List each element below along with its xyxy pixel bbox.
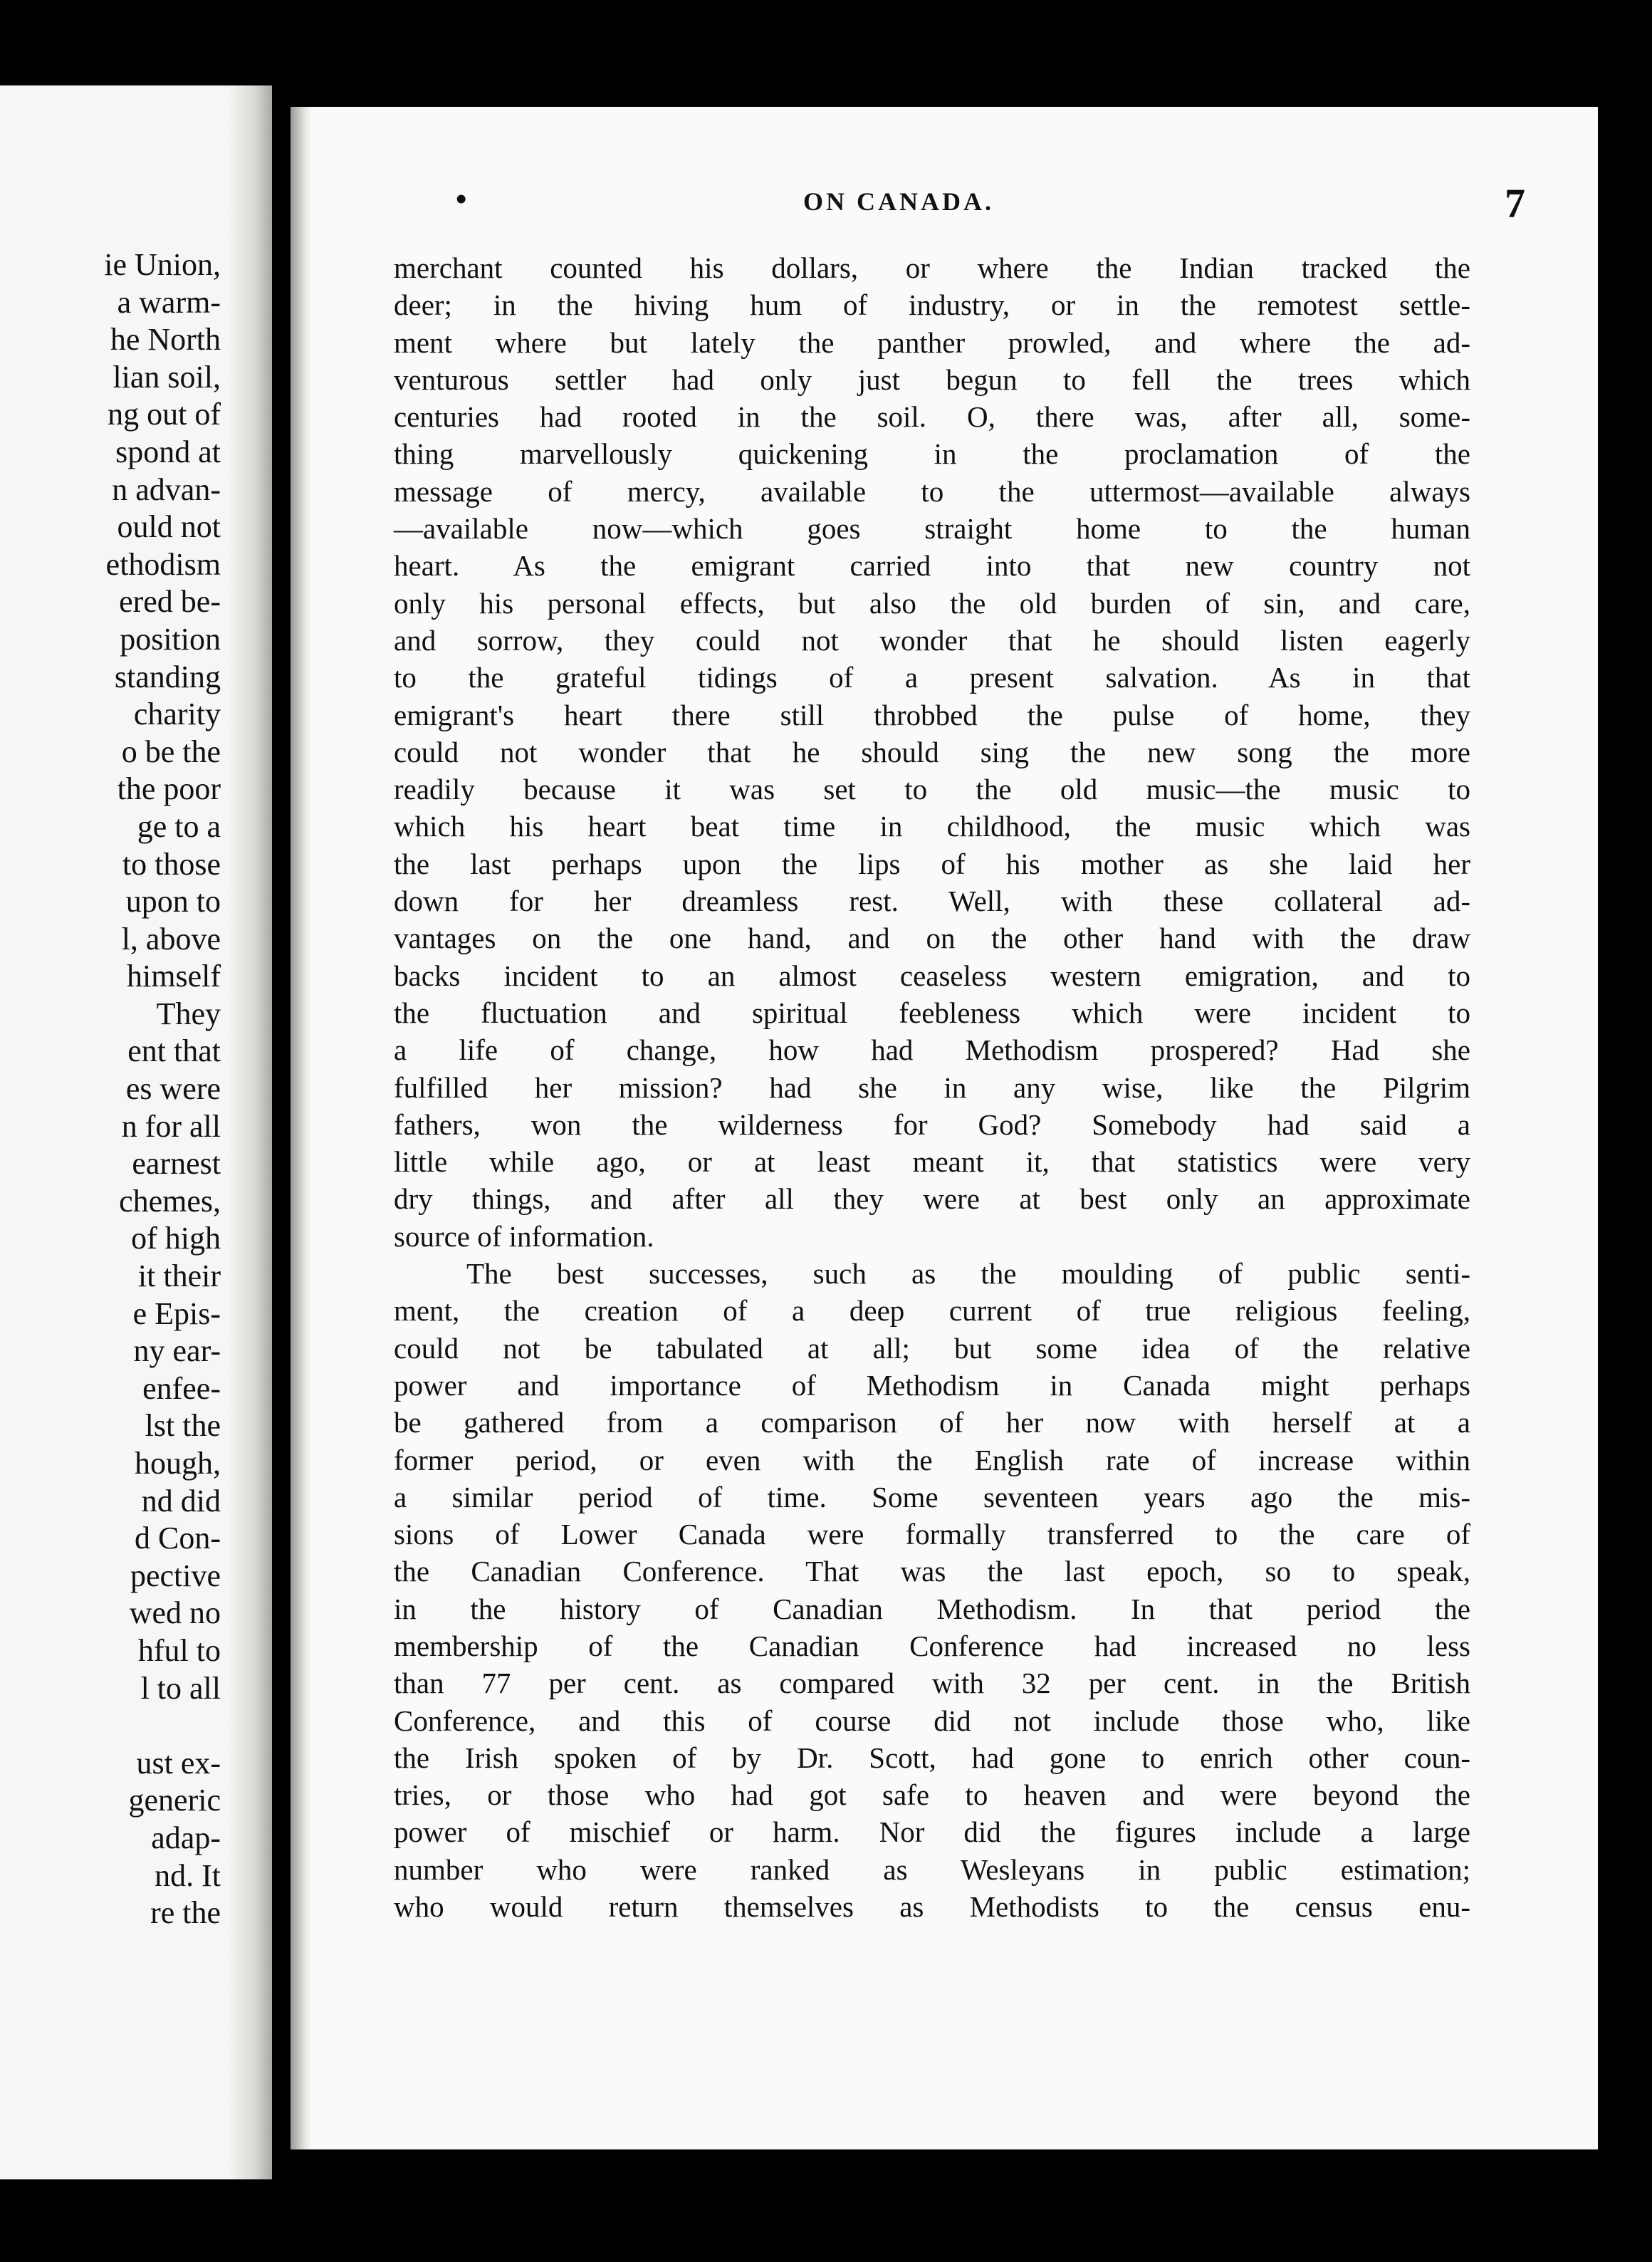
left-page-line: standing bbox=[114, 659, 221, 694]
text-line: vantages on the one hand, and on the other hand with the draw bbox=[394, 922, 1470, 955]
text-line: merchant counted his dollars, or where the Indian tracked the bbox=[394, 251, 1470, 284]
text-line: the last perhaps upon the lips of his mother as she laid her bbox=[394, 847, 1470, 880]
left-page-line: pective bbox=[130, 1558, 221, 1593]
right-page-binding-edge bbox=[291, 107, 312, 2149]
left-page-line: ould not bbox=[117, 509, 221, 545]
text-line: a similar period of time. Some seventeen years ago the mis- bbox=[394, 1480, 1470, 1513]
text-line: heart. As the emigrant carried into that new country not bbox=[394, 549, 1470, 583]
left-page-line: ent that bbox=[127, 1033, 221, 1069]
left-page-line: earnest bbox=[132, 1146, 221, 1182]
right-page bbox=[291, 107, 1598, 2149]
left-page-line: es were bbox=[125, 1071, 221, 1107]
left-page-line: l to all bbox=[140, 1670, 221, 1706]
text-line: message of mercy, available to the uttermost—available always bbox=[394, 474, 1470, 508]
text-line: only his personal effects, but also the old burden of sin, and care, bbox=[394, 586, 1470, 620]
text-line: could not be tabulated at all; but some idea of the relative bbox=[394, 1331, 1470, 1365]
text-line: centuries had rooted in the soil. O, there was, after all, some- bbox=[394, 400, 1470, 434]
left-page-line: l, above bbox=[121, 921, 221, 957]
left-page-line: the poor bbox=[117, 771, 221, 807]
left-page-line: nd did bbox=[141, 1483, 221, 1518]
text-line: backs incident to an almost ceaseless western emigration, and to bbox=[394, 959, 1470, 992]
left-page-line: adap- bbox=[151, 1820, 221, 1855]
left-page-line: ge to a bbox=[137, 808, 221, 844]
left-page-line: spond at bbox=[115, 434, 221, 469]
text-line: ment, the creation of a deep current of true religious feeling, bbox=[394, 1294, 1470, 1328]
left-page-line: e Epis- bbox=[132, 1296, 221, 1331]
left-page-line: upon to bbox=[125, 884, 221, 919]
text-line: source of information. bbox=[394, 1219, 654, 1253]
left-page-line: generic bbox=[128, 1783, 221, 1818]
left-page-line: n for all bbox=[121, 1108, 221, 1144]
text-line: former period, or even with the English rate of increase within bbox=[394, 1443, 1470, 1476]
left-page-line: position bbox=[120, 621, 221, 657]
text-line: fulfilled her mission? had she in any wise, like the Pilgrim bbox=[394, 1070, 1470, 1104]
text-line: membership of the Canadian Conference had increased no less bbox=[394, 1629, 1470, 1662]
left-page bbox=[0, 85, 272, 2179]
text-line: the fluctuation and spiritual feebleness which were incident to bbox=[394, 996, 1470, 1029]
text-line: number who were ranked as Wesleyans in public estimation; bbox=[394, 1852, 1470, 1886]
text-line: down for her dreamless rest. Well, with these collateral ad- bbox=[394, 885, 1470, 918]
left-page-line: a warm- bbox=[117, 284, 221, 320]
left-page-line: d Con- bbox=[135, 1521, 221, 1556]
text-line: thing marvellously quickening in the proclamation of the bbox=[394, 437, 1470, 471]
left-page-line: They bbox=[156, 996, 221, 1031]
left-page-line: re the bbox=[150, 1895, 221, 1931]
left-page-line: ered be- bbox=[119, 584, 221, 620]
left-page-line: himself bbox=[127, 959, 221, 994]
left-page-line: it their bbox=[137, 1258, 221, 1294]
left-page-line: of high bbox=[131, 1221, 221, 1256]
stray-ink-dot: • bbox=[456, 182, 467, 217]
text-line: emigrant's heart there still throbbed the pulse of home, they bbox=[394, 698, 1470, 731]
text-line: —available now—which goes straight home to the human bbox=[394, 512, 1470, 546]
text-line: venturous settler had only just begun to fell the trees which bbox=[394, 363, 1470, 396]
text-line: and sorrow, they could not wonder that he should listen eagerly bbox=[394, 623, 1470, 657]
text-line: The best successes, such as the moulding of public senti- bbox=[466, 1257, 1470, 1291]
paragraph bbox=[394, 249, 1470, 1255]
text-line: dry things, and after all they were at best only an approximate bbox=[394, 1182, 1470, 1216]
left-page-line: ust ex- bbox=[136, 1745, 221, 1781]
body-text bbox=[394, 249, 1470, 1925]
left-page-line: chemes, bbox=[119, 1183, 221, 1219]
text-line: than 77 per cent. as compared with 32 per cent. in the British bbox=[394, 1667, 1470, 1700]
text-line: tries, or those who had got safe to heaven and were beyond the bbox=[394, 1778, 1470, 1812]
text-line: sions of Lower Canada were formally transferred to the care of bbox=[394, 1518, 1470, 1551]
left-page-line: nd. It bbox=[155, 1857, 221, 1893]
running-head-title: ON CANADA. bbox=[803, 187, 994, 216]
left-page-line: enfee- bbox=[142, 1370, 221, 1406]
text-line: could not wonder that he should sing the new song the more bbox=[394, 735, 1470, 768]
left-page-line: ny ear- bbox=[133, 1333, 221, 1369]
text-line: fathers, won the wilderness for God? Somebody had said a bbox=[394, 1107, 1470, 1141]
left-page-line: hough, bbox=[135, 1446, 221, 1481]
text-line: who would return themselves as Methodists to the census enu- bbox=[394, 1890, 1470, 1924]
text-line: ment where but lately the panther prowled, and where the ad- bbox=[394, 325, 1470, 359]
left-page-line: charity bbox=[133, 697, 221, 732]
left-page-line: ng out of bbox=[108, 397, 221, 432]
text-line: power and importance of Methodism in Canada might perhaps bbox=[394, 1368, 1470, 1402]
left-page-text-fragments bbox=[0, 246, 221, 1932]
text-line: be gathered from a comparison of her now with herself at a bbox=[394, 1406, 1470, 1439]
left-page-line bbox=[0, 1707, 221, 1745]
text-line: little while ago, or at least meant it, that statistics were very bbox=[394, 1145, 1470, 1179]
text-line: readily because it was set to the old music—the music to bbox=[394, 773, 1470, 806]
text-line: which his heart beat time in childhood, the music which was bbox=[394, 810, 1470, 843]
left-page-line: o be the bbox=[121, 734, 221, 769]
left-page-line: lst the bbox=[145, 1408, 221, 1444]
running-head bbox=[291, 180, 1598, 229]
page-number: 7 bbox=[1505, 180, 1525, 226]
left-page-line: lian soil, bbox=[113, 359, 221, 395]
text-line: the Irish spoken of by Dr. Scott, had gone to enrich other coun- bbox=[394, 1741, 1470, 1774]
left-page-line: n advan- bbox=[112, 471, 221, 507]
left-page-line: ie Union, bbox=[104, 247, 221, 282]
left-page-line: he North bbox=[110, 322, 221, 358]
text-line: the Canadian Conference. That was the last epoch, so to speak, bbox=[394, 1555, 1470, 1588]
left-page-line: ethodism bbox=[105, 546, 221, 582]
left-page-gutter-shadow bbox=[228, 85, 272, 2179]
text-line: deer; in the hiving hum of industry, or in the remotest settle- bbox=[394, 288, 1470, 322]
text-line: in the history of Canadian Methodism. In that period the bbox=[394, 1592, 1470, 1625]
text-line: power of mischief or harm. Nor did the figures include a large bbox=[394, 1815, 1470, 1849]
left-page-line: hful to bbox=[137, 1632, 221, 1668]
left-page-line: wed no bbox=[129, 1595, 221, 1631]
text-line: to the grateful tidings of a present salvation. As in that bbox=[394, 661, 1470, 694]
text-line: a life of change, how had Methodism prospered? Had she bbox=[394, 1033, 1470, 1067]
left-page-line: to those bbox=[122, 846, 221, 882]
paragraph bbox=[394, 1255, 1470, 1925]
text-line: Conference, and this of course did not include those who, like bbox=[394, 1704, 1470, 1737]
